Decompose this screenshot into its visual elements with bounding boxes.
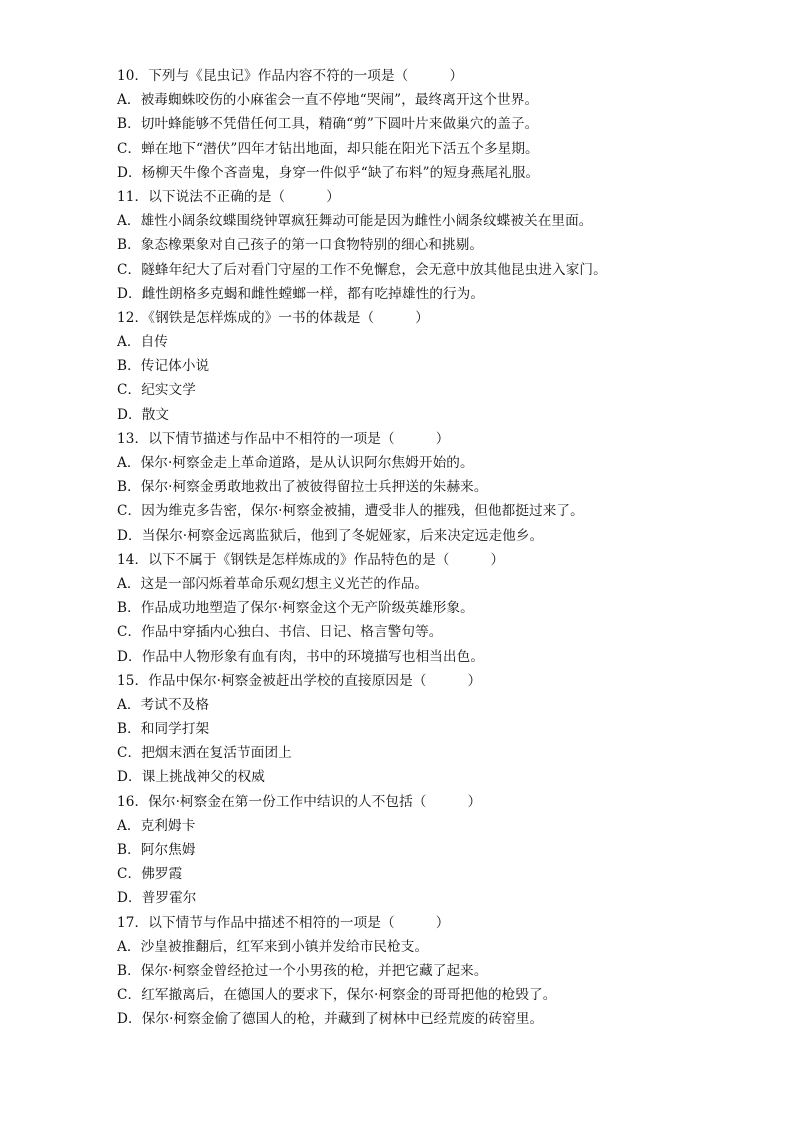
- question-17-option-a: A．沙皇被推翻后，红军来到小镇并发给市民枪支。: [117, 938, 429, 955]
- question-10-option-a: A．被毒蜘蛛咬伤的小麻雀会一直不停地“哭闹”，最终离开这个世界。: [117, 92, 539, 109]
- question-11-option-c: C．隧蜂年纪大了后对看门守屋的工作不免懈怠，会无意中放其他昆虫进入家门。: [117, 261, 607, 278]
- question-16-option-d: D．普罗霍尔: [117, 890, 197, 907]
- question-10-option-b: B．切叶蜂能够不凭借任何工具，精确“剪”下圆叶片来做巢穴的盖子。: [117, 116, 539, 133]
- question-15-stem: 15．作品中保尔·柯察金被赶出学校的直接原因是（ ）: [117, 672, 482, 689]
- question-15-option-b: B．和同学打架: [117, 721, 210, 738]
- question-16-option-b: B．阿尔焦姆: [117, 842, 196, 858]
- question-13-option-a: A．保尔·柯察金走上革命道路，是从认识阿尔焦姆开始的。: [117, 455, 474, 471]
- question-16-option-a: A．克利姆卡: [117, 817, 196, 834]
- question-10-option-c: C．蝉在地下“潜伏”四年才钻出地面，却只能在阳光下活五个多星期。: [117, 140, 539, 157]
- question-15-option-c: C．把烟末洒在复活节面团上: [117, 745, 292, 762]
- question-16-option-c: C．佛罗霞: [117, 866, 183, 883]
- question-14-option-b: B．作品成功地塑造了保尔·柯察金这个无产阶级英雄形象。: [117, 600, 474, 617]
- question-13-option-c: C．因为维克多告密，保尔·柯察金被捕，遭受非人的摧残，但他都挺过来了。: [117, 503, 584, 520]
- question-15-option-a: A．考试不及格: [117, 696, 210, 713]
- question-14-option-a: A．这是一部闪烁着革命乐观幻想主义光芒的作品。: [117, 575, 429, 592]
- question-13-stem: 13．以下情节描述与作品中不相符的一项是（ ）: [117, 430, 450, 447]
- question-12-option-b: B．传记体小说: [117, 358, 210, 375]
- question-14-stem: 14．以下不属于《钢铁是怎样炼成的》作品特色的是（ ）: [117, 551, 505, 568]
- question-12-option-a: A．自传: [117, 334, 168, 351]
- question-16-stem: 16．保尔·柯察金在第一份工作中结识的人不包括（ ）: [117, 793, 482, 810]
- question-15-option-d: D．课上挑战神父的权威: [117, 769, 265, 786]
- question-10-option-d: D．杨柳天牛像个吝啬鬼，身穿一件似乎“缺了布料”的短身燕尾礼服。: [117, 164, 540, 181]
- question-17-option-b: B．保尔·柯察金曾经抢过一个小男孩的枪，并把它藏了起来。: [117, 962, 488, 979]
- question-13-option-d: D．当保尔·柯察金远离监狱后，他到了冬妮娅家，后来决定远走他乡。: [117, 527, 544, 544]
- question-10-stem: 10．下列与《昆虫记》作品内容不符的一项是（ ）: [117, 68, 464, 84]
- question-11-option-d: D．雌性朗格多克蝎和雌性螳螂一样，都有吃掉雄性的行为。: [117, 285, 485, 302]
- question-12-stem: 12．《钢铁是怎样炼成的》一书的体裁是（ ）: [117, 309, 429, 326]
- question-12-option-d: D．散文: [117, 406, 170, 423]
- question-17-option-d: D．保尔·柯察金偷了德国人的枪，并藏到了树林中已经荒废的砖窑里。: [117, 1011, 544, 1028]
- question-14-option-d: D．作品中人物形象有血有肉，书中的环境描写也相当出色。: [117, 648, 485, 665]
- question-17-stem: 17．以下情节与作品中描述不相符的一项是（ ）: [117, 914, 450, 931]
- question-12-option-c: C．纪实文学: [117, 382, 196, 399]
- question-11-stem: 11．以下说法不正确的是（ ）: [117, 188, 340, 205]
- question-17-option-c: C．红军撤离后，在德国人的要求下，保尔·柯察金的哥哥把他的枪毁了。: [117, 987, 557, 1004]
- question-11-option-b: B．象态橡栗象对自己孩子的第一口食物特别的细心和挑剔。: [117, 237, 484, 254]
- document-page: [117, 64, 777, 1032]
- question-13-option-b: B．保尔·柯察金勇敢地救出了被彼得留拉士兵押送的朱赫来。: [117, 479, 488, 496]
- question-11-option-a: A．雄性小阔条纹蝶围绕钟罩疯狂舞动可能是因为雌性小阔条纹蝶被关在里面。: [117, 213, 593, 230]
- question-14-option-c: C．作品中穿插内心独白、书信、日记、格言警句等。: [117, 624, 443, 641]
